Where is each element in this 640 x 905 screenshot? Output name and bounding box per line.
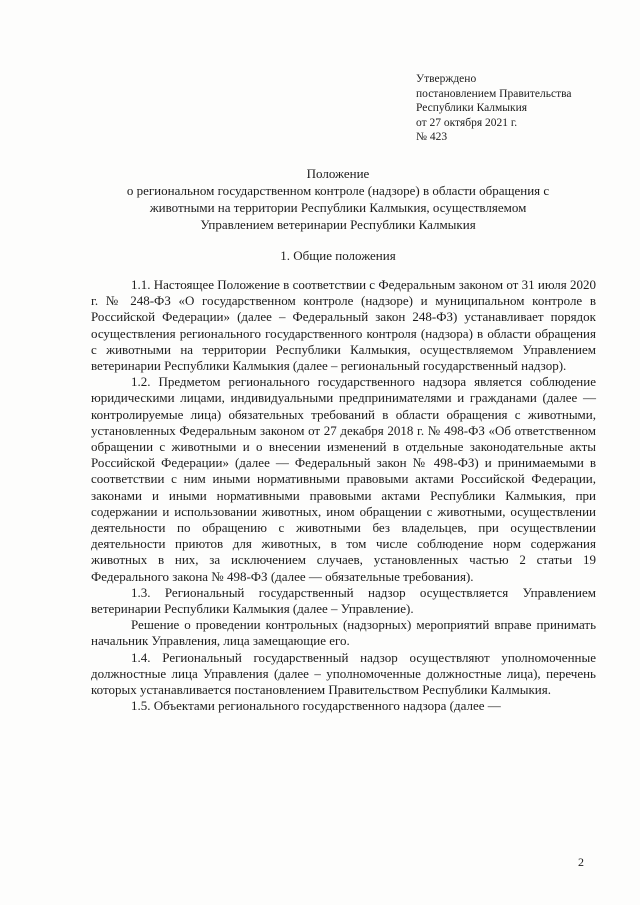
document-body <box>91 277 596 714</box>
document-title: Положение <box>306 166 370 181</box>
approval-line: Утверждено <box>416 73 477 85</box>
section-heading: 1. Общие положения <box>280 248 396 263</box>
approval-line: от 27 октября 2021 г. <box>416 116 518 129</box>
approval-line: постановлением Правительства <box>416 87 572 100</box>
approval-line: № 423 <box>416 131 448 143</box>
document-title-block <box>88 165 588 233</box>
paragraph: Решение о проведении контрольных (надзорных) мероприятий вправе принимать начальник Управления, лица замещающие его. <box>91 617 596 649</box>
approval-stamp <box>416 72 626 145</box>
paragraph: 1.2. Предметом регионального государственного надзора является соблюдение юридическими лицами, индивидуальными предпринимателями и гражданами (далее — контролируемые лица) обязательных требований в области обращения с животными, установленных Федеральным законом от 27 декабря 2018 г. № 498-ФЗ «Об ответственном обращении с животными и о внесении изменений в отдельные законодательные акты Российской Федерации» (далее — Федеральный закон № 498-ФЗ) и принимаемыми в соответствии с ним иными нормативными правовыми актами Российской Федерации, законами и иными нормативными правовыми актами Республики Калмыкия, при содержании и использовании животных, ином обращении с животными, осуществлении деятельности по обращению с животными без владельцев, при осуществлении деятельности приютов для животных, в том числе соблюдение норм содержания животных в них, за исключением случаев, установленных частью 2 статьи 19 Федерального закона № 498-ФЗ (далее — обязательные требования). <box>91 374 596 584</box>
paragraph: 1.4. Региональный государственный надзор осуществляют уполномоченные должностные лица Управления (далее – уполномоченные должностные лица), перечень которых устанавливается постановлением Правительством Республики Калмыкия. <box>91 649 596 698</box>
page-number: 2 <box>578 855 584 869</box>
approval-line: Республики Калмыкия <box>416 102 528 114</box>
paragraph: 1.3. Региональный государственный надзор осуществляется Управлением ветеринарии Республики Калмыкия (далее – Управление). <box>91 584 596 617</box>
document-subtitle-line: о региональном государственном контроле (надзоре) в области обращения с <box>126 183 550 198</box>
paragraph: 1.5. Объектами регионального государственного надзора (далее — <box>131 698 501 714</box>
document-subtitle-line: животными на территории Республики Калмыкия, осуществляемом <box>149 200 527 215</box>
paragraph: 1.1. Настоящее Положение в соответствии с Федеральным законом от 31 июля 2020 г. № 248-ФЗ «О государственном контроле (надзоре) и муниципальном контроле в Российской Федерации» (далее – Федеральный закон 248-ФЗ) устанавливает порядок осуществления регионального государственного контроля (надзора) в области обращения с животными на территории Республики Калмыкия, осуществляемом Управлением ветеринарии Республики Калмыкия (далее – региональный государственный надзор). <box>91 277 596 374</box>
document-subtitle-line: Управлением ветеринарии Республики Калмыкия <box>200 217 476 232</box>
